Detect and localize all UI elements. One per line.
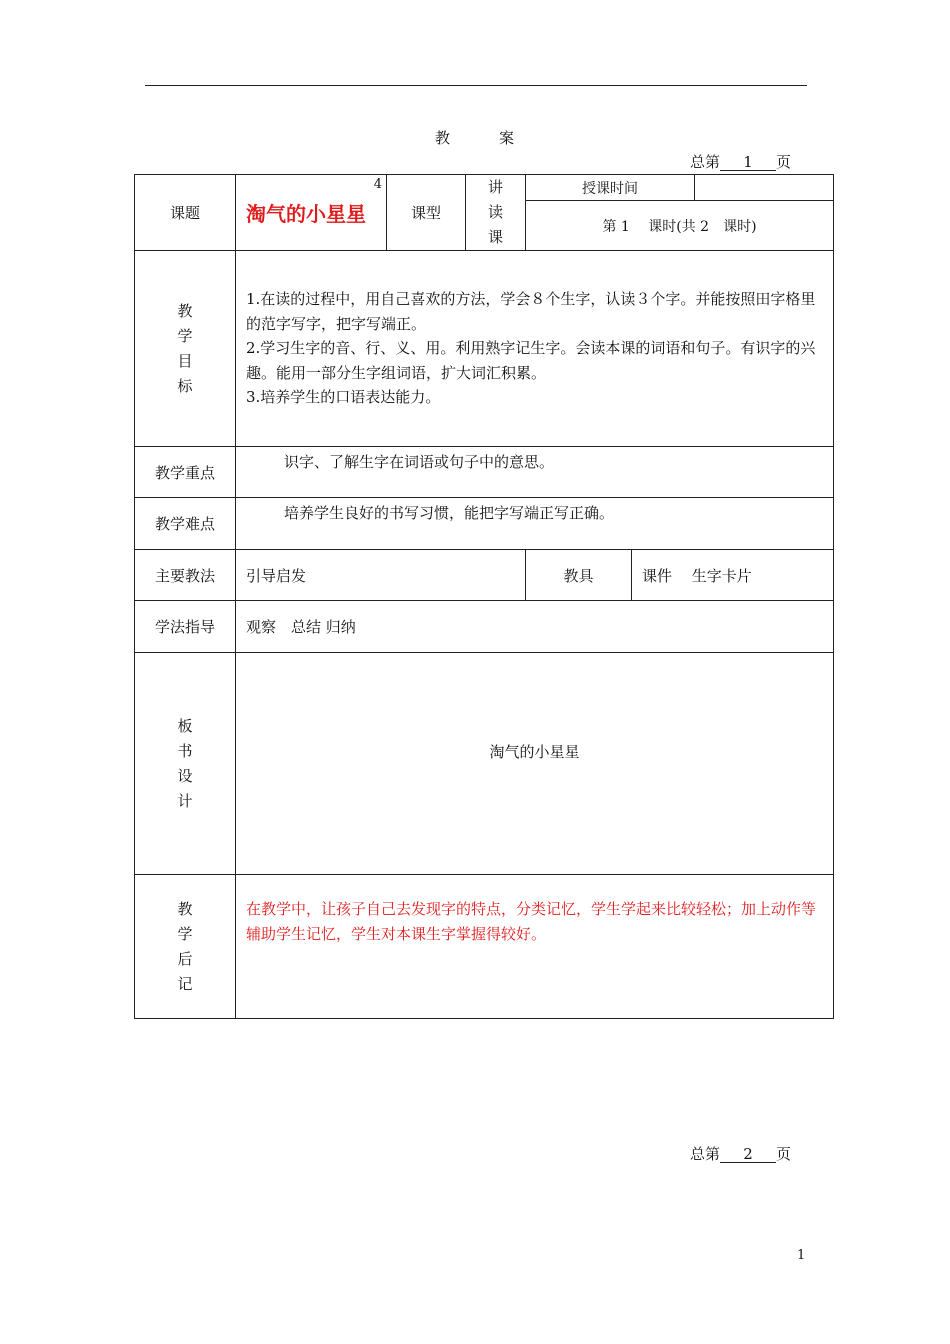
title-right: 案 <box>499 129 516 147</box>
goals-content <box>236 251 834 447</box>
period-info: 第 1 课时(共 2 课时) <box>526 201 834 251</box>
page-count-prefix: 总第 <box>690 153 721 171</box>
lesson-name: 淘气的小星星 <box>246 202 366 226</box>
time-label: 授课时间 <box>526 175 695 201</box>
notes-text: 在教学中，让孩子自己去发现字的特点，分类记忆，学生学起来比较轻松；加上动作等辅助学生记忆，学生对本课生字掌握得较好。 <box>236 875 834 1019</box>
page-count-top <box>690 151 791 172</box>
document-title <box>0 127 950 148</box>
page-count-suffix: 页 <box>776 153 792 171</box>
goal-item: 2.学习生字的音、行、义、用。利用熟字记生字。会读本课的词语和句子。有识字的兴趣。能用一部分生字组词语，扩大词汇积累。 <box>246 339 816 382</box>
methods-value: 引导启发 <box>236 550 526 601</box>
topic-label: 课题 <box>135 175 236 251</box>
page-count-bottom <box>690 1143 791 1164</box>
page-count-number: 1 <box>720 154 776 171</box>
type-value: 讲读课 <box>466 175 526 251</box>
tools-label: 教具 <box>526 550 632 601</box>
difficulties-text: 培养学生良好的书写习惯，能把字写端正写正确。 <box>236 498 834 550</box>
title-left: 教 <box>434 129 451 147</box>
time-value <box>695 175 834 201</box>
header-rule <box>145 85 807 86</box>
lesson-number: 4 <box>373 177 382 192</box>
lesson-title-cell <box>236 175 387 251</box>
board-label: 板 书 设 计 <box>135 653 236 875</box>
page-count-suffix: 页 <box>776 1145 792 1163</box>
methods-label: 主要教法 <box>135 550 236 601</box>
goal-item: 1.在读的过程中，用自己喜欢的方法，学会８个生字，认读３个字。并能按照田字格里的范字写字，把字写端正。 <box>246 290 816 333</box>
key-points-label: 教学重点 <box>135 447 236 498</box>
board-content: 淘气的小星星 <box>236 653 834 875</box>
goal-item: 3.培养学生的口语表达能力。 <box>246 388 441 407</box>
tools-value: 课件 生字卡片 <box>632 550 834 601</box>
goals-label: 教 学 目 标 <box>135 251 236 447</box>
notes-label: 教 学 后 记 <box>135 875 236 1019</box>
key-points-text: 识字、了解生字在词语或句子中的意思。 <box>236 447 834 498</box>
page-count-number: 2 <box>720 1146 776 1163</box>
type-label: 课型 <box>387 175 466 251</box>
difficulties-label: 教学难点 <box>135 498 236 550</box>
study-value: 观察 总结 归纳 <box>236 601 834 653</box>
page-number: 1 <box>797 1248 806 1263</box>
page-count-prefix: 总第 <box>690 1145 721 1163</box>
lesson-plan-table <box>134 174 834 1019</box>
study-label: 学法指导 <box>135 601 236 653</box>
